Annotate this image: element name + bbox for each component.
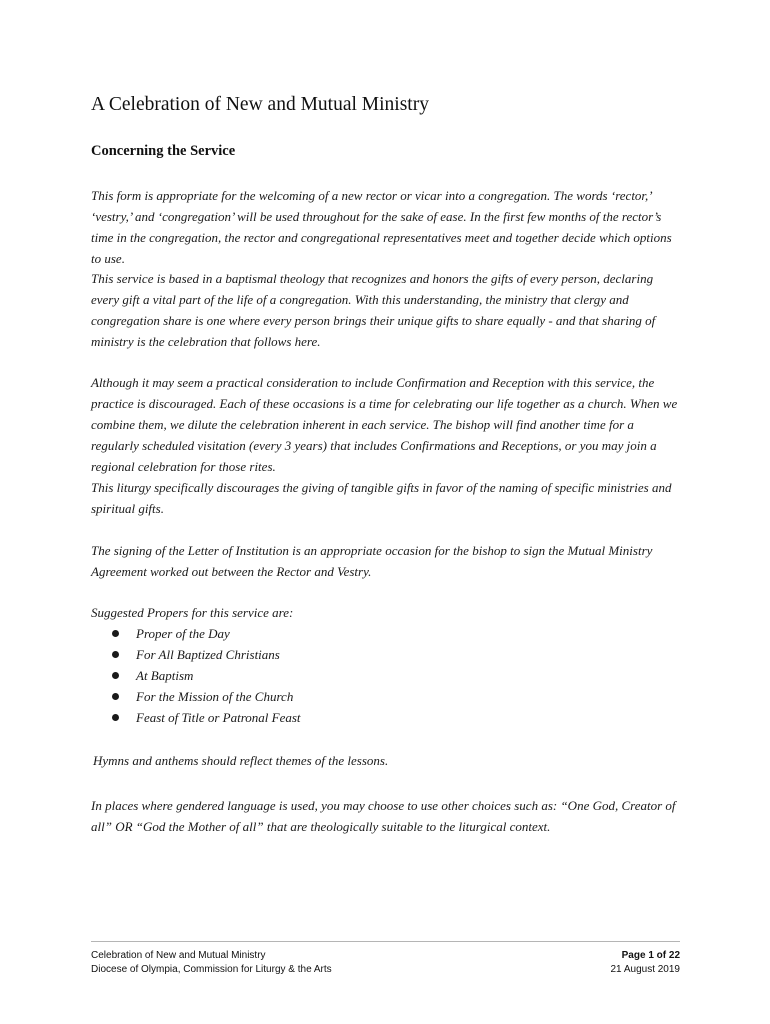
list-item-text: Proper of the Day <box>136 626 230 641</box>
bullet-icon <box>112 630 119 637</box>
page-number: Page 1 of 22 <box>621 950 680 961</box>
paragraph-purpose: This form is appropriate for the welcoming of a new rector or vicar into a congregation. The words ‘rector,’ ‘vestry,’ and ‘congregation’ will be used throughout for the sake of ease. In the first few months of the rector’s time in the congregation, the rector and congregational representatives meet and together decide which options to use. <box>91 188 672 266</box>
paragraph-hymns: Hymns and anthems should reflect themes of the lessons. <box>93 753 389 768</box>
bullet-icon <box>112 651 119 658</box>
paragraph-letter-of-institution: The signing of the Letter of Institution is an appropriate occasion for the bishop to sign the Mutual Ministry Agreement worked out between the Rector and Vestry. <box>91 543 653 579</box>
bullet-icon <box>112 714 119 721</box>
paragraph-gifts: This liturgy specifically discourages the giving of tangible gifts in favor of the naming of specific ministries and spiritual gifts. <box>91 480 672 516</box>
list-item-text: For the Mission of the Church <box>136 689 294 704</box>
bullet-icon <box>112 672 119 679</box>
list-item <box>112 644 301 665</box>
footer-publisher: Diocese of Olympia, Commission for Liturgy & the Arts <box>91 964 332 975</box>
bullet-icon <box>112 693 119 700</box>
list-item-text: At Baptism <box>136 668 194 683</box>
footer-left <box>91 949 332 977</box>
list-item <box>112 686 301 707</box>
paragraph-theology: This service is based in a baptismal theology that recognizes and honors the gifts of every person, declaring every gift a vital part of the life of a congregation. With this understanding, the ministry that clergy and congregation share is one where every person brings their unique gifts to share equally - and that sharing of ministry is the celebration that follows here. <box>91 271 656 349</box>
footer-document-name: Celebration of New and Mutual Ministry <box>91 950 266 961</box>
footer-divider <box>91 941 680 942</box>
footer-right <box>610 949 680 977</box>
paragraph-gendered-language: In places where gendered language is used, you may choose to use other choices such as: “One God, Creator of all” OR “God the Mother of all” that are theologically suitable to the liturgical context. <box>91 798 676 834</box>
list-item <box>112 665 301 686</box>
list-item-text: Feast of Title or Patronal Feast <box>136 710 301 725</box>
paragraph-suggested-propers: Suggested Propers for this service are: <box>91 605 294 620</box>
footer-date: 21 August 2019 <box>610 964 680 975</box>
list-item-text: For All Baptized Christians <box>136 647 280 662</box>
paragraph-confirmation: Although it may seem a practical consideration to include Confirmation and Reception with this service, the practice is discouraged. Each of these occasions is a time for celebrating our life together as a church. When we combine them, we dilute the celebration inherent in each service. The bishop will find another time for a regularly scheduled visitation (every 3 years) that includes Confirmations and Receptions, or you may join a regional celebration for those rites. <box>91 375 678 474</box>
document-title: A Celebration of New and Mutual Ministry <box>91 94 429 115</box>
list-item <box>112 707 301 728</box>
section-heading: Concerning the Service <box>91 143 236 159</box>
propers-list <box>112 623 301 728</box>
list-item <box>112 623 301 644</box>
